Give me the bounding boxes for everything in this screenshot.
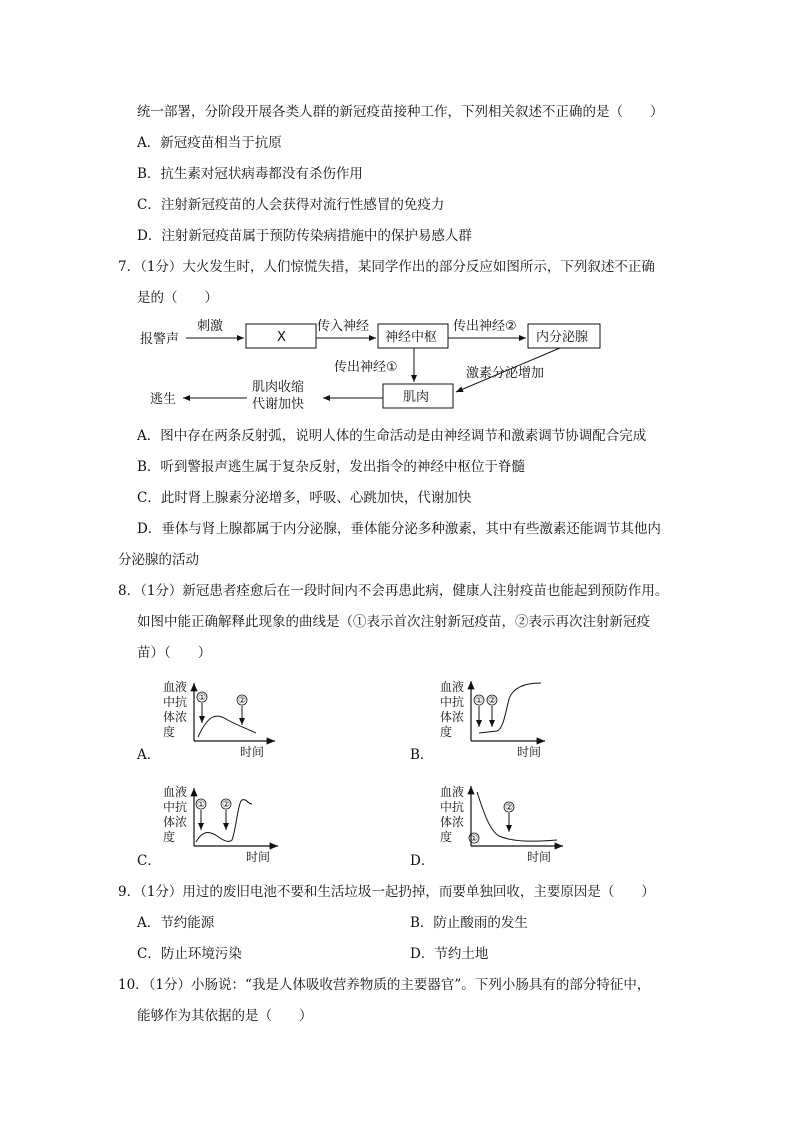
q10-stem-line1: 10．（1分）小肠说：“我是人体吸收营养物质的主要器官”。下列小肠具有的部分特征中，: [118, 977, 651, 993]
q6-stem-continuation: 统一部署，分阶段开展各类人群的新冠疫苗接种工作，下列相关叙述不正确的是（ ）: [137, 104, 664, 120]
escape-label: 逃生: [150, 392, 177, 407]
svg-text:中抗: 中抗: [440, 800, 465, 814]
q7-option-a[interactable]: A．图中存在两条反射弧，说明人体的生命活动是由神经调节和激素调节协调配合完成: [137, 428, 647, 444]
muscle-label: 肌肉: [403, 390, 430, 405]
svg-text:血液: 血液: [440, 785, 465, 799]
q7-option-b[interactable]: B．听到警报声逃生属于复杂反射，发出指令的神经中枢位于脊髓: [137, 459, 525, 475]
svg-text:血液: 血液: [163, 785, 188, 799]
graph-d[interactable]: [437, 780, 587, 870]
svg-text:时间: 时间: [517, 745, 542, 759]
svg-text:度: 度: [163, 725, 176, 739]
q8-option-c-letter[interactable]: C．: [137, 853, 161, 869]
svg-text:血液: 血液: [163, 680, 188, 694]
svg-text:中抗: 中抗: [440, 695, 465, 709]
q7-option-c[interactable]: C．此时肾上腺素分泌增多，呼吸、心跳加快，代谢加快: [137, 490, 472, 506]
svg-text:体浓: 体浓: [163, 710, 188, 724]
q8-option-a-letter[interactable]: A．: [137, 747, 161, 763]
q8-stem-line3: 苗）（ ）: [137, 645, 212, 661]
stimulus-label: 刺激: [197, 319, 224, 334]
afferent-label: 传入神经: [317, 319, 370, 334]
reflex-diagram: [0, 310, 794, 420]
graph-a[interactable]: [160, 675, 290, 765]
graph-b[interactable]: [437, 675, 577, 765]
svg-text:①: ①: [470, 834, 479, 844]
q9-stem: 9．（1分）用过的废旧电池不要和生活垃圾一起扔掉，而要单独回收，主要原因是（ ）: [118, 884, 655, 900]
q7-option-d[interactable]: D．垂体与肾上腺都属于内分泌腺，垂体能分泌多种激素，其中有些激素还能调节其他内: [137, 521, 661, 537]
contract-line2: 代谢加快: [252, 397, 305, 412]
hormone-label: 激素分泌增加: [466, 366, 545, 381]
svg-text:中抗: 中抗: [163, 695, 188, 709]
efferent1-label: 传出神经①: [334, 360, 398, 375]
q8-stem-line2: 如图中能正确解释此现象的曲线是（①表示首次注射新冠疫苗，②表示再次注射新冠疫: [137, 614, 650, 630]
contract-line1: 肌肉收缩: [252, 380, 305, 395]
q9-option-b[interactable]: B．防止酸雨的发生: [410, 915, 528, 931]
q9-option-a[interactable]: A．节约能源: [137, 915, 215, 931]
gland-label: 内分泌腺: [536, 330, 589, 345]
q7-stem-line2: 是的（ ）: [137, 290, 218, 306]
svg-text:血液: 血液: [440, 680, 465, 694]
svg-text:②: ②: [238, 696, 247, 706]
q6-option-b[interactable]: B．抗生素对冠状病毒都没有杀伤作用: [137, 166, 363, 182]
svg-text:②: ②: [505, 803, 514, 813]
q8-stem-line1: 8．（1分）新冠患者痊愈后在一段时间内不会再患此病，健康人注射疫苗也能起到预防作用。: [118, 583, 669, 599]
svg-text:①: ①: [197, 800, 206, 810]
q6-option-c[interactable]: C．注射新冠疫苗的人会获得对流行性感冒的免疫力: [137, 197, 445, 213]
q6-option-d[interactable]: D．注射新冠疫苗属于预防传染病措施中的保护易感人群: [137, 228, 472, 244]
svg-text:度: 度: [163, 830, 176, 844]
svg-text:体浓: 体浓: [440, 815, 465, 829]
q9-option-c[interactable]: C．防止环境污染: [137, 946, 242, 962]
svg-text:度: 度: [440, 830, 453, 844]
svg-text:①: ①: [198, 693, 207, 703]
svg-text:体浓: 体浓: [440, 710, 465, 724]
x-box-label: X: [277, 330, 286, 345]
q7-stem-line1: 7．（1分）大火发生时，人们惊慌失措，某同学作出的部分反应如图所示，下列叙述不正确: [118, 259, 655, 275]
q6-option-a[interactable]: A．新冠疫苗相当于抗原: [137, 135, 282, 151]
svg-text:中抗: 中抗: [163, 800, 188, 814]
q8-option-d-letter[interactable]: D．: [410, 853, 435, 869]
svg-text:体浓: 体浓: [163, 815, 188, 829]
svg-text:度: 度: [440, 725, 453, 739]
svg-text:时间: 时间: [240, 745, 265, 759]
q10-stem-line2: 能够作为其依据的是（ ）: [137, 1008, 313, 1024]
svg-text:时间: 时间: [246, 850, 271, 864]
q7-option-d-cont: 分泌腺的活动: [118, 552, 199, 568]
q8-option-b-letter[interactable]: B．: [410, 747, 434, 763]
svg-text:时间: 时间: [527, 850, 552, 864]
svg-text:①: ①: [475, 696, 484, 706]
alarm-label: 报警声: [140, 332, 180, 347]
svg-text:②: ②: [488, 696, 497, 706]
graph-c[interactable]: [160, 780, 290, 870]
efferent2-label: 传出神经②: [453, 319, 517, 334]
nerve-center-label: 神经中枢: [385, 330, 438, 345]
q9-option-d[interactable]: D．节约土地: [410, 946, 489, 962]
svg-text:②: ②: [222, 800, 231, 810]
